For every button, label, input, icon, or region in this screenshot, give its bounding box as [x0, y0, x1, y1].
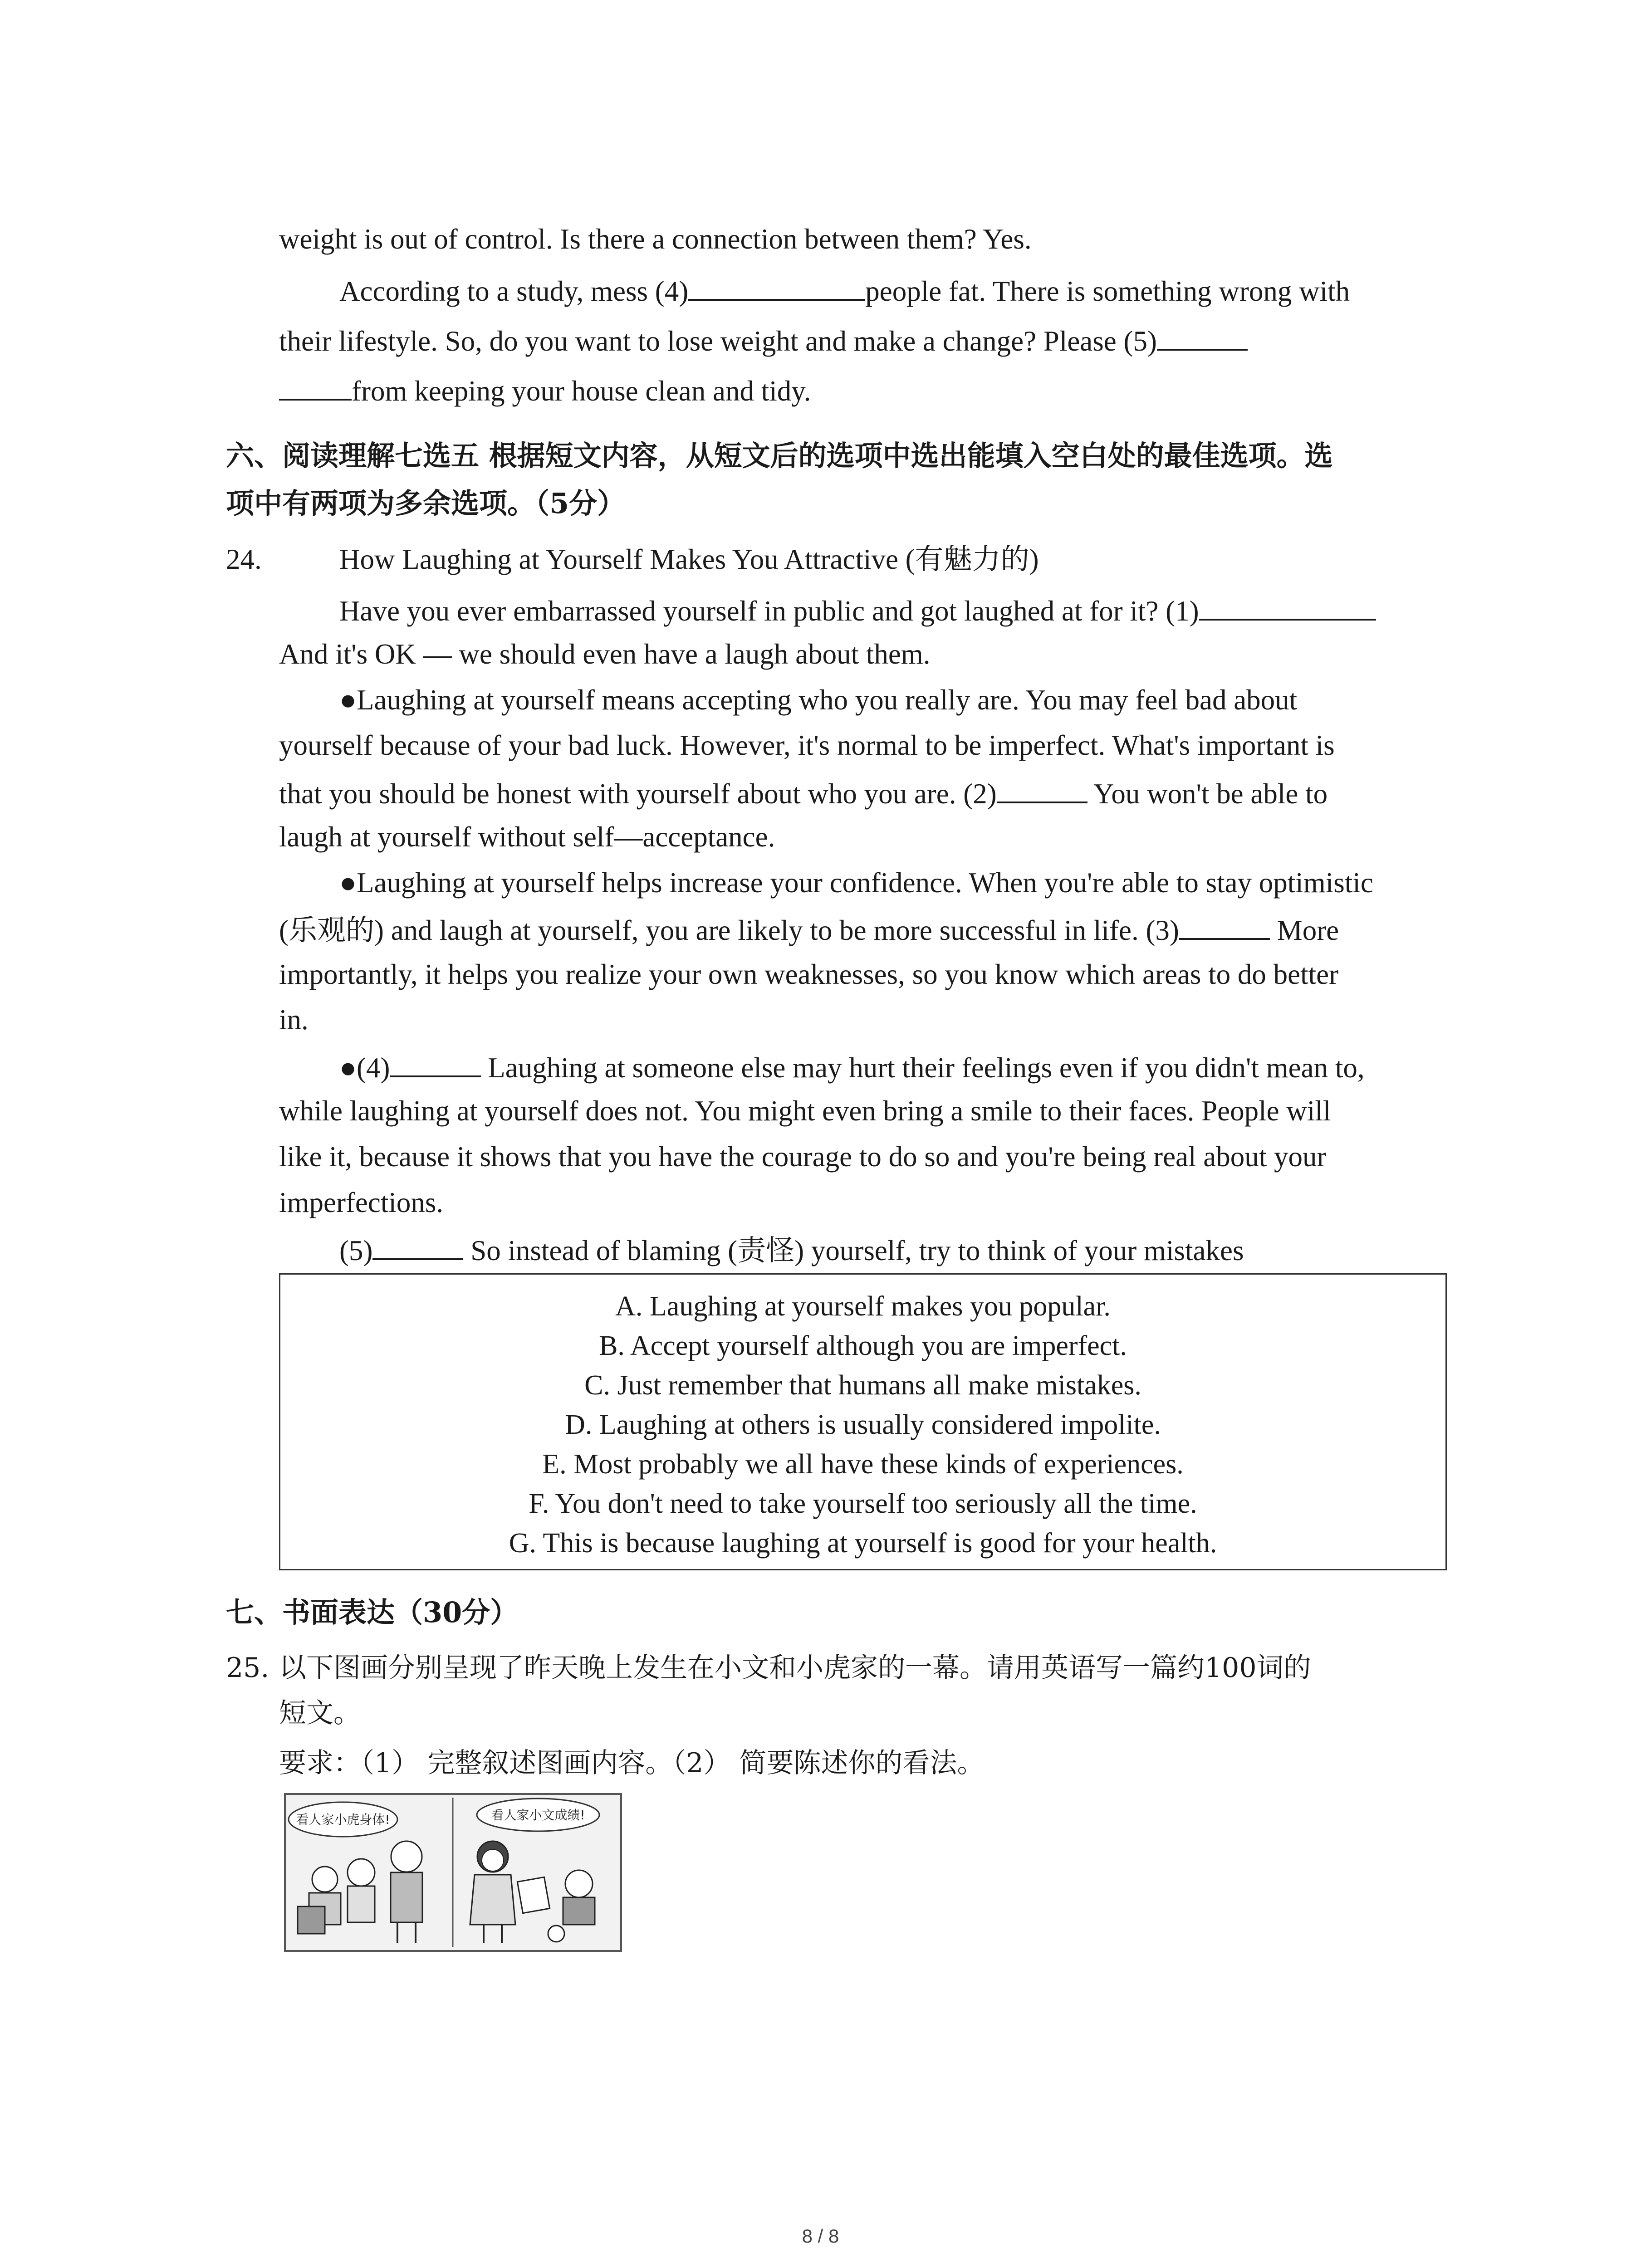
passage-line — [279, 1139, 1326, 1175]
passage-line — [279, 636, 931, 672]
passage-text: importantly, it helps you realize your own weaknesses, so you know which areas to do better — [279, 958, 1339, 990]
passage-text: You won't be able to — [1087, 778, 1328, 810]
answer-blank[interactable] — [1199, 591, 1376, 621]
section-heading-text: 六、阅读理解七选五 根据短文内容，从短文后的选项中选出能填入空白处的最佳选项。选 — [226, 439, 1333, 472]
passage-text: yourself because of your bad luck. However, it's normal to be imperfect. What's important is — [279, 729, 1335, 761]
passage-line — [279, 371, 811, 409]
writing-prompt — [279, 1695, 361, 1731]
passage-text: from keeping your house clean and tidy. — [352, 375, 811, 407]
passage-line — [279, 1002, 309, 1038]
passage-text: More — [1269, 914, 1339, 946]
passage-text: in. — [279, 1004, 309, 1036]
options-box — [279, 1273, 1447, 1570]
option-a[interactable]: A. Laughing at yourself makes you popular. — [615, 1291, 1111, 1322]
passage-line — [339, 682, 1297, 718]
cartoon-caption-left: 看人家小虎身体! — [296, 1812, 390, 1827]
writing-requirements-text: 要求：（1） 完整叙述图画内容。（2） 简要陈述你的看法。 — [279, 1747, 985, 1779]
passage-line — [339, 865, 1373, 901]
passage-line — [339, 591, 1376, 629]
option-c[interactable]: C. Just remember that humans all make mistakes. — [584, 1370, 1141, 1401]
section-heading — [226, 1594, 518, 1631]
passage-title-text: How Laughing at Yourself Makes You Attractive (有魅力的) — [339, 543, 1039, 575]
passage-line — [339, 271, 1350, 309]
question-number — [226, 541, 262, 577]
passage-text: And it's OK — we should even have a laugh about them. — [279, 638, 931, 670]
passage-line — [279, 1093, 1331, 1129]
option-e[interactable]: E. Most probably we all have these kinds of experiences. — [542, 1449, 1184, 1480]
writing-prompt-text: 短文。 — [279, 1697, 361, 1729]
passage-text: (乐观的) and laugh at yourself, you are likely to be more successful in life. (3) — [279, 914, 1179, 946]
question-number-text: 25. — [226, 1652, 269, 1684]
question-number-text: 24. — [226, 543, 262, 575]
passage-line — [279, 727, 1335, 763]
passage-text: like it, because it shows that you have the courage to do so and you're being real about your — [279, 1141, 1327, 1173]
answer-blank[interactable] — [1157, 321, 1248, 351]
answer-blank[interactable] — [390, 1047, 481, 1077]
passage-line — [339, 1230, 1244, 1269]
section-heading-text: 项中有两项为多余选项。（5分） — [226, 487, 626, 520]
passage-text: weight is out of control. Is there a connection between them? Yes. — [279, 223, 1032, 255]
passage-text: that you should be honest with yourself about who you are. (2) — [279, 778, 997, 810]
passage-title — [339, 541, 1039, 577]
option-f[interactable]: F. You don't need to take yourself too seriously all the time. — [529, 1488, 1197, 1519]
passage-text: ●(4) — [339, 1052, 390, 1084]
passage-text: Laughing at someone else may hurt their feelings even if you didn't mean to, — [480, 1052, 1365, 1084]
passage-line — [279, 773, 1327, 812]
passage-text: ●Laughing at yourself means accepting who you really are. You may feel bad about — [339, 684, 1298, 716]
section-heading-text: 七、书面表达（30分） — [226, 1596, 519, 1629]
passage-text: ●Laughing at yourself helps increase your confidence. When you're able to stay optimistic — [339, 867, 1373, 899]
section-heading — [226, 438, 1333, 474]
option-b[interactable]: B. Accept yourself although you are imperfect. — [599, 1330, 1127, 1361]
writing-prompt-text: 以下图画分别呈现了昨天晚上发生在小文和小虎家的一幕。请用英语写一篇约100词的 — [279, 1652, 1311, 1684]
answer-blank[interactable] — [1179, 910, 1270, 940]
passage-text: their lifestyle. So, do you want to lose weight and make a change? Please (5) — [279, 325, 1157, 357]
answer-blank[interactable] — [279, 371, 352, 401]
answer-blank[interactable] — [372, 1230, 463, 1260]
passage-text: people fat. There is something wrong with — [865, 275, 1350, 307]
answer-blank[interactable] — [997, 773, 1087, 803]
cartoon-caption-right: 看人家小文成绩! — [491, 1808, 585, 1823]
passage-text: imperfections. — [279, 1187, 444, 1218]
passage-line — [279, 819, 775, 855]
passage-line — [279, 910, 1339, 948]
passage-text: (5) — [339, 1235, 373, 1266]
passage-line — [339, 1047, 1365, 1086]
passage-text: Have you ever embarrassed yourself in public and got laughed at for it? (1) — [339, 595, 1199, 627]
section-heading — [226, 485, 625, 522]
question-number — [226, 1650, 269, 1686]
passage-line — [279, 321, 1248, 359]
passage-line — [279, 956, 1338, 992]
cartoon-image — [284, 1793, 622, 1952]
page-number: 8 / 8 — [802, 2225, 839, 2247]
writing-requirements — [279, 1745, 985, 1781]
answer-blank[interactable] — [688, 271, 865, 301]
passage-line — [279, 1184, 443, 1221]
passage-text: So instead of blaming (责怪) yourself, try to think of your mistakes — [463, 1235, 1244, 1266]
option-g[interactable]: G. This is because laughing at yourself is good for your health. — [509, 1528, 1217, 1559]
writing-prompt — [279, 1650, 1311, 1686]
option-d[interactable]: D. Laughing at others is usually considered impolite. — [565, 1409, 1161, 1440]
passage-text: while laughing at yourself does not. You might even bring a smile to their faces. People will — [279, 1095, 1331, 1127]
passage-text: laugh at yourself without self—acceptance. — [279, 821, 775, 853]
passage-line — [279, 221, 1032, 257]
passage-text: According to a study, mess (4) — [339, 275, 689, 307]
